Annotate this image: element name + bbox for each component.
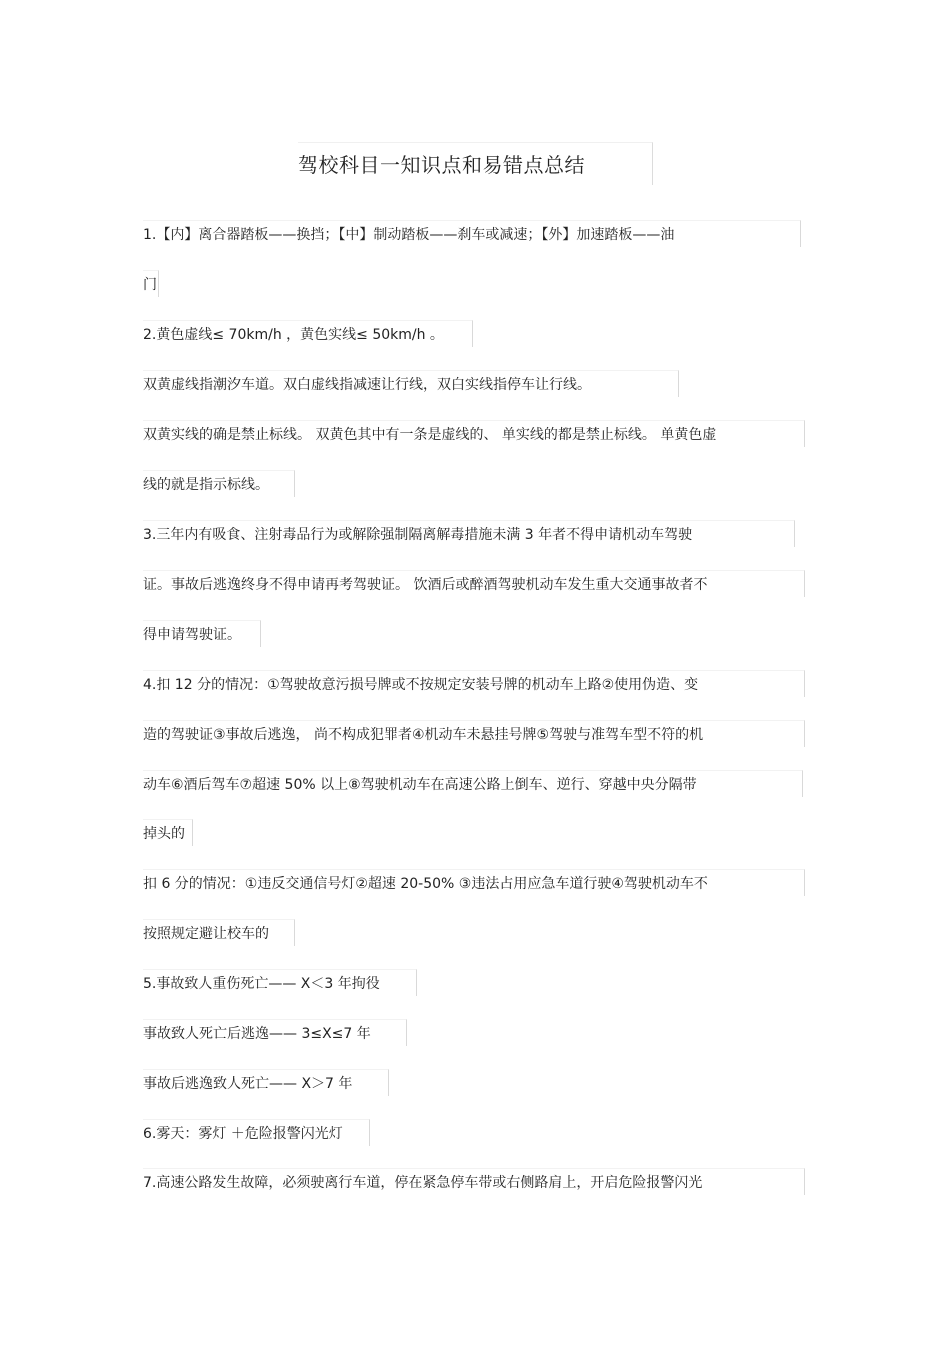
text-line-7: 3.三年内有吸食、注射毒品行为或解除强制隔离解毒措施未满 3 年者不得申请机动车驾驶 xyxy=(143,520,795,547)
page-title: 驾校科目一知识点和易错点总结 xyxy=(298,142,653,185)
text-line-4: 双黄虚线指潮汐车道。双白虚线指减速让行线，双白实线指停车让行线。 xyxy=(143,370,679,397)
text-line-19: 6.雾天：雾灯 ＋危险报警闪光灯 xyxy=(143,1119,370,1146)
text-line-16: 5.事故致人重伤死亡—— X＜3 年拘役 xyxy=(143,969,417,996)
text-line-20: 7.高速公路发生故障，必须驶离行车道，停在紧急停车带或右侧路肩上，开启危险报警闪光 xyxy=(143,1168,805,1195)
text-line-17: 事故致人死亡后逃逸—— 3≤X≤7 年 xyxy=(143,1019,407,1046)
text-line-18: 事故后逃逸致人死亡—— X＞7 年 xyxy=(143,1069,389,1096)
text-line-6: 线的就是指示标线。 xyxy=(143,470,295,497)
text-line-13: 掉头的 xyxy=(143,819,193,846)
text-line-11: 造的驾驶证③事故后逃逸， 尚不构成犯罪者④机动车未悬挂号牌⑤驾驶与准驾车型不符的机 xyxy=(143,720,805,747)
text-line-9: 得申请驾驶证。 xyxy=(143,620,261,647)
text-line-12: 动车⑥酒后驾车⑦超速 50% 以上⑧驾驶机动车在高速公路上倒车、逆行、穿越中央分隔带 xyxy=(143,770,803,797)
text-line-14: 扣 6 分的情况：①违反交通信号灯②超速 20-50% ③违法占用应急车道行驶④驾驶机动车不 xyxy=(143,869,805,896)
text-line-8: 证。事故后逃逸终身不得申请再考驾驶证。 饮酒后或醉酒驾驶机动车发生重大交通事故者不 xyxy=(143,570,805,597)
text-line-1: 1.【内】离合器踏板——换挡；【中】制动踏板——刹车或减速；【外】加速踏板——油 xyxy=(143,220,801,247)
text-line-2: 门 xyxy=(143,270,159,297)
text-line-15: 按照规定避让校车的 xyxy=(143,919,295,946)
text-line-5: 双黄实线的确是禁止标线。 双黄色其中有一条是虚线的、 单实线的都是禁止标线。 单黄色虚 xyxy=(143,420,805,447)
text-line-10: 4.扣 12 分的情况：①驾驶故意污损号牌或不按规定安装号牌的机动车上路②使用伪造、变 xyxy=(143,670,805,697)
text-line-3: 2.黄色虚线≤ 70km/h ，黄色实线≤ 50km/h 。 xyxy=(143,320,473,347)
